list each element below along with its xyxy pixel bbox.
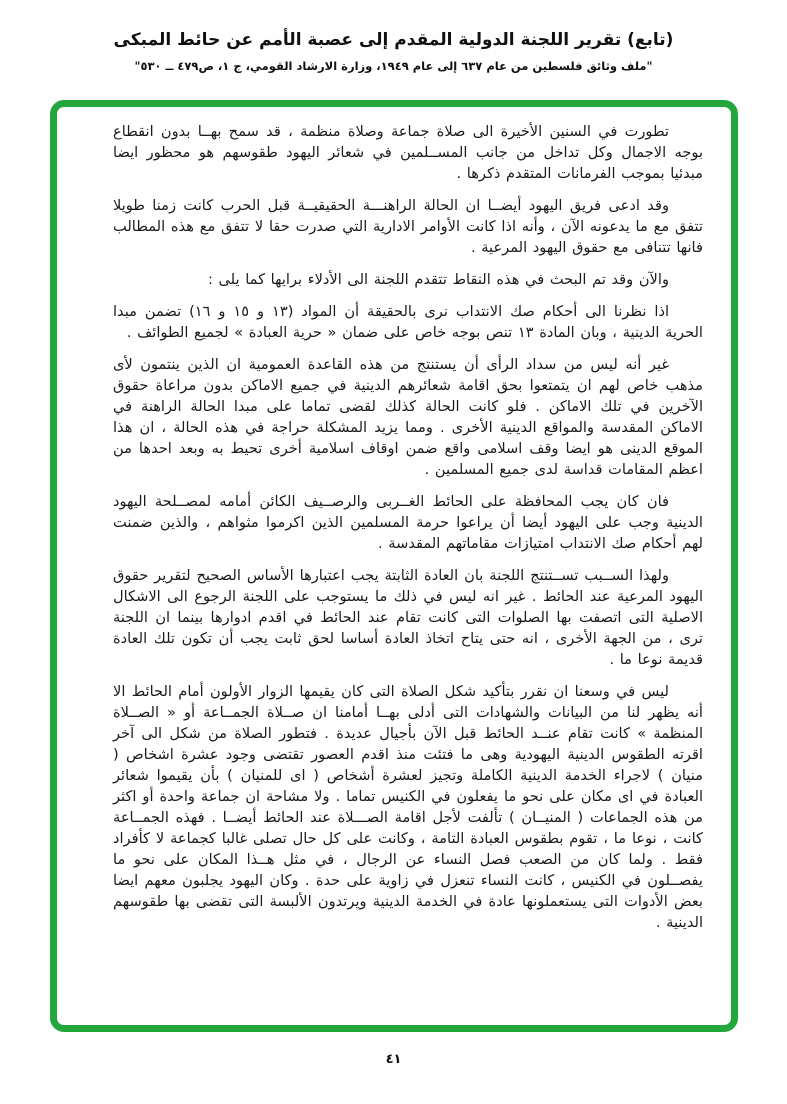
document-header — [0, 30, 787, 73]
paragraph: اذا نظرنا الى أحكام صك الانتداب نرى بالحقيقة أن المواد (١٣ و ١٥ و ١٦) تضمن مبدا الحرية الدينية ، وبان المادة ١٣ تنص بوجه خاص على ضمان « حرية العبادة » لجميع الطوائف . — [113, 303, 703, 341]
green-border-frame — [50, 100, 738, 1032]
paragraph: ليس في وسعنا ان نقرر بتأكيد شكل الصلاة التى كان يقيمها الزوار الأولون أمام الحائط الا أنه يظهر لنا من البيانات والشهادات التى أدلى بهــا أمامنا ان صــلاة الجمــاعة أو « الصــلاة المنظمة » كانت تقام عنــد الحائط قبل الآن بأجيال عديدة . فتطور الصلاة من شكل الى آخر اقرته الطقوس الدينية اليهودية وهى ما فتئت منذ اقدم العصور تقتضى وجود عشرة اشخاص ( منيان ) لاجراء الخدمة الدينية الكاملة وتجيز لعشرة أشخاص ( اى للمنيان ) بأن يقيموا شعائر العبادة في اى مكان على نحو ما يفعلون في الكنيس تماما . ولا مشاحة ان جماعة واحدة أو اكثر من هذه الجماعات ( المنيــان ) تألفت لأجل اقامة الصـــلاة عند الحائط أيضــا . فهذه الجمــاعة كانت ، نوعا ما ، تقوم بطقوس العبادة التامة ، وكانت على كل حال تصلى غالبا كجماعة لا كأفراد فقط . ولما كان من الصعب فصل النساء عن الرجال ، في مثل هــذا المكان على نحو ما يفصــلون في الكنيس ، كانت النساء تنعزل في زاوية على حدة . وكان اليهود يجلبون معهم ايضا بعض الأدوات التى يستعملونها عادة في الخدمة الدينية ويرتدون الألبسة التى تقضى بها طقوسهم الدينية . — [113, 683, 703, 931]
document-title: (تابع) تقرير اللجنة الدولية المقدم إلى عصبة الأمم عن حائط المبكى — [113, 30, 674, 50]
document-source-citation: "ملف وثائق فلسطين من عام ٦٣٧ إلى عام ١٩٤٩، وزارة الارشاد القومي، ج ١، ص٤٧٩ ــ ٥٣٠" — [134, 59, 653, 73]
paragraph: وقد ادعى فريق اليهود أيضــا ان الحالة الراهنـــة الحقيقيــة قبل الحرب كانت زمنا طويلا تتفق مع ما يدعونه الآن ، وأنه اذا كانت الأوامر الادارية التي صدرت حقا لا تتفق مع هذه المطالب فانها تتنافى مع حقوق اليهود المرعية . — [113, 197, 703, 256]
page-number: ٤١ — [385, 1052, 402, 1067]
paragraph: غير أنه ليس من سداد الرأى أن يستنتج من هذه القاعدة العمومية ان الذين ينتمون لأى مذهب خاص لهم ان يتمتعوا بحق اقامة شعائرهم الدينية في جميع الاماكن بدون مراعاة حقوق الآخرين في تلك الاماكن . فلو كانت الحالة كذلك لقضى تماما على مبدا الحالة الراهنة في الاماكن المقدسة والمواقع الدينية الأخرى . ومما يزيد المشكلة حراجة في هذه الحالة ، ان هذا الموقع الدينى هو ايضا وقف اسلامى واقع ضمن اوقاف اسلامية أخرى تحيط به وبعد احدها من اعظم المقامات قداسة لدى جميع المسلمين . — [113, 356, 703, 478]
paragraph: والآن وقد تم البحث في هذه النقاط تتقدم اللجنة الى الأدلاء برايها كما يلى : — [207, 271, 669, 288]
paragraph: فان كان يجب المحافظة على الحائط الغــربى والرصــيف الكائن أمامه لمصــلحة اليهود الدينية وجب على اليهود أيضا أن يراعوا حرمة المسلمين الذين اكرموا مثواهم ، والذين ضمنت لهم أحكام صك الانتداب امتيازات مقاماتهم المقدسة . — [113, 493, 703, 552]
paragraph: تطورت في السنين الأخيرة الى صلاة جماعة وصلاة منظمة ، قد سمح بهــا بدون انقطاع بوجه الاجمال وكل تداخل من جانب المســلمين في شعائر اليهود طقوسهم هو محظور ايضا مبدئيا بموجب الفرمانات المتقدم ذكرها . — [113, 123, 703, 182]
paragraph: ولهذا الســبب تســتنتج اللجنة بان العادة الثابتة يجب اعتبارها الأساس الصحيح لتقرير حقوق اليهود المرعية عند الحائط . غير انه ليس في ذلك ما يستوجب على اللجنة الرجوع الى الاشكال الاصلية التى اتصفت بها الصلوات التى كانت تقام عند الحائط في اقدم ادوارها بينما ان اللجنة ترى ، من الجهة الأخرى ، انه حتى يتاح اتخاذ العادة أساسا لحق ثابت يجب أن تكون تلك العادة قديمة نوعا ما . — [113, 567, 703, 668]
document-body-text — [57, 107, 731, 949]
